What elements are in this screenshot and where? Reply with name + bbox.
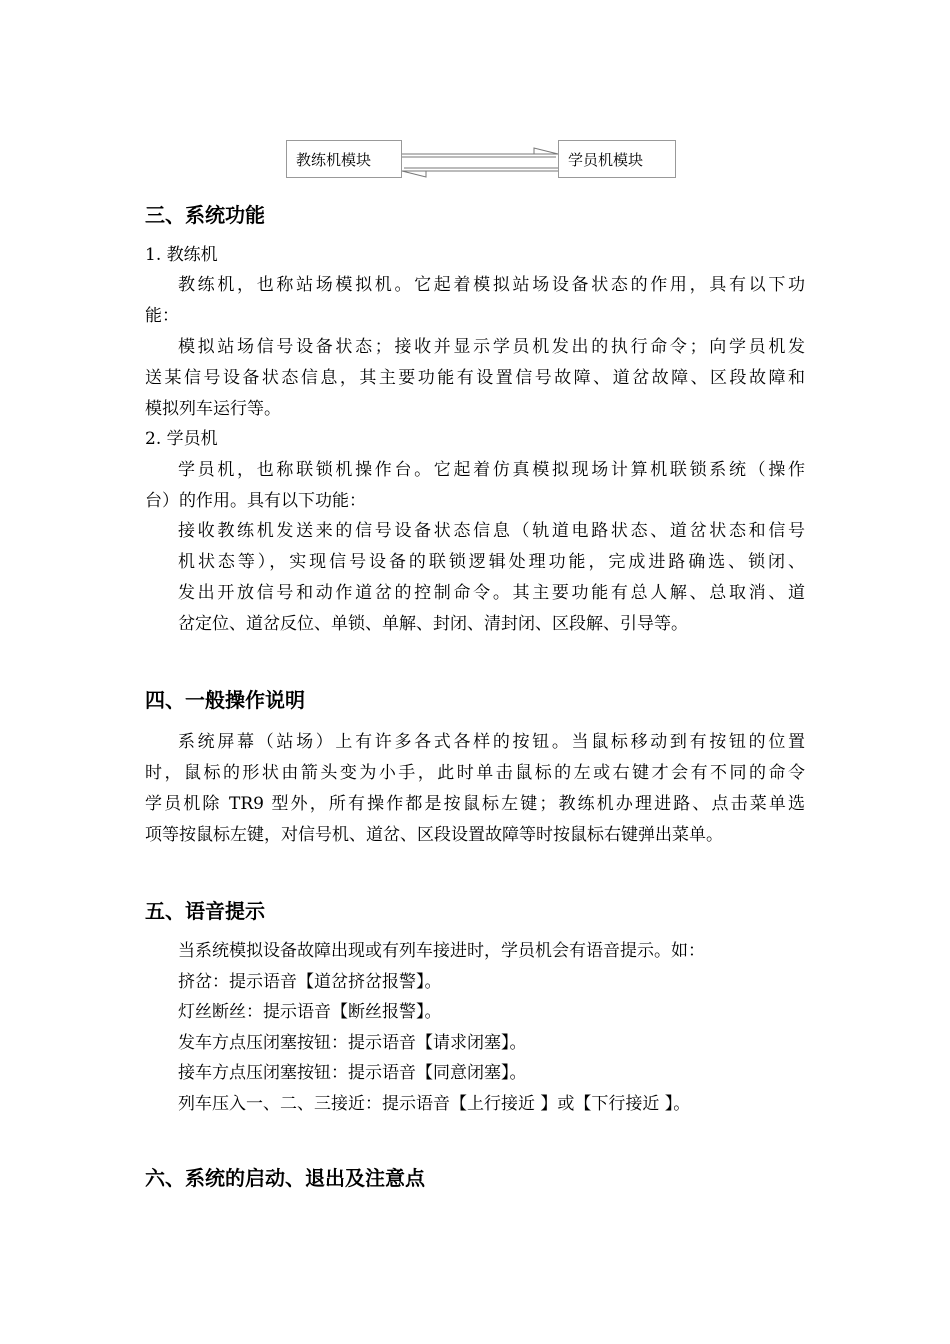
section-6-title: 六、系统的启动、退出及注意点 xyxy=(145,1166,425,1190)
item-1-para-2-line-2: 送某信号设备状态信息，其主要功能有设置信号故障、道岔故障、区段故障和 xyxy=(145,368,805,388)
item-1-para-2-line-3: 模拟列车运行等。 xyxy=(145,399,281,419)
student-module-box: 学员机模块 xyxy=(558,140,676,178)
item-1-para-2-line-1: 模拟站场信号设备状态；接收并显示学员机发出的执行命令；向学员机发 xyxy=(178,337,805,357)
item-2-para-2-line-4: 岔定位、道岔反位、单锁、单解、封闭、清封闭、区段解、引导等。 xyxy=(178,614,688,634)
module-diagram xyxy=(286,140,676,180)
section-5-line-2: 挤岔：提示语音【道岔挤岔报警】。 xyxy=(178,972,442,992)
section-4-line-4: 项等按鼠标左键，对信号机、道岔、区段设置故障等时按鼠标右键弹出菜单。 xyxy=(145,825,723,845)
item-1-para-1-line-2: 能： xyxy=(145,306,179,326)
section-5-line-4: 发车方点压闭塞按钮：提示语音【请求闭塞】。 xyxy=(178,1033,527,1053)
item-2-para-2-line-2: 机状态等），实现信号设备的联锁逻辑处理功能，完成进路确选、锁闭、 xyxy=(178,552,805,572)
section-5-line-1: 当系统模拟设备故障出现或有列车接进时，学员机会有语音提示。如： xyxy=(178,941,705,961)
item-1-para-1-line-1: 教练机，也称站场模拟机。它起着模拟站场设备状态的作用，具有以下功 xyxy=(178,275,805,295)
item-2-para-2-line-1: 接收教练机发送来的信号设备状态信息（轨道电路状态、道岔状态和信号 xyxy=(178,521,805,541)
item-2-para-1-line-1: 学员机，也称联锁机操作台。它起着仿真模拟现场计算机联锁系统（操作 xyxy=(178,460,805,480)
coach-module-box: 教练机模块 xyxy=(286,140,402,178)
item-2-para-2-line-3: 发出开放信号和动作道岔的控制命令。其主要功能有总人解、总取消、道 xyxy=(178,583,805,603)
section-4-line-3: 学员机除 TR9 型外，所有操作都是按鼠标左键；教练机办理进路、点击菜单选 xyxy=(145,794,805,814)
section-4-title: 四、一般操作说明 xyxy=(145,688,305,712)
section-3-title: 三、系统功能 xyxy=(145,203,265,227)
section-5-line-5: 接车方点压闭塞按钮：提示语音【同意闭塞】。 xyxy=(178,1063,527,1083)
section-5-line-3: 灯丝断丝：提示语音【断丝报警】。 xyxy=(178,1002,442,1022)
section-4-line-2: 时，鼠标的形状由箭头变为小手，此时单击鼠标的左或右键才会有不同的命令 xyxy=(145,763,805,783)
item-1-title: 1. 教练机 xyxy=(145,245,218,265)
section-5-line-6: 列车压入一、二、三接近：提示语音【上行接近 】或【下行接近 】。 xyxy=(178,1094,691,1114)
item-2-para-1-line-2: 台）的作用。具有以下功能： xyxy=(145,491,366,511)
section-5-title: 五、语音提示 xyxy=(145,899,265,923)
item-2-title: 2. 学员机 xyxy=(145,429,218,449)
section-4-line-1: 系统屏幕（站场）上有许多各式各样的按钮。当鼠标移动到有按钮的位置 xyxy=(178,732,805,752)
